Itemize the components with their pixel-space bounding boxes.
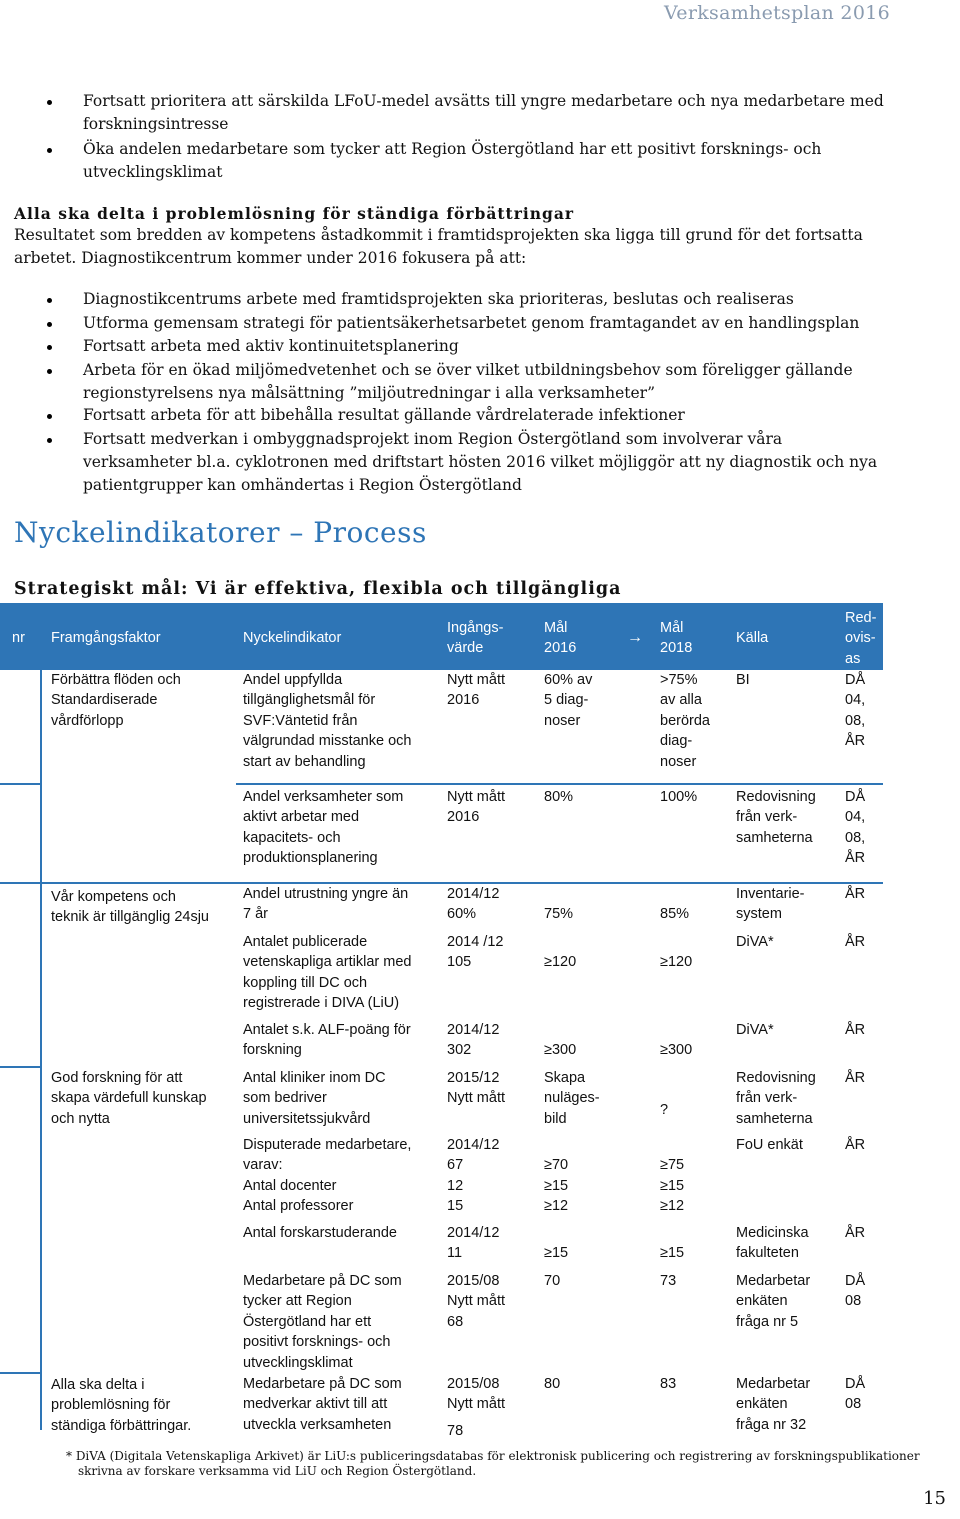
goal-2018-cell: ≥15 [660, 1245, 685, 1262]
source-cell: DiVA* [736, 934, 774, 950]
factor-cell: Alla ska delta i problemlösning för ständiga förbättringar. [51, 1377, 192, 1434]
goal-2016-cell: 75% [544, 906, 574, 923]
bullet-dot [47, 298, 52, 303]
goal-2016-cell: ≥15 [544, 1245, 569, 1262]
indicator-cell: Antalet publicerade vetenskapliga artiklar med koppling till DC och registrerade i DIVA (LiU) [243, 934, 412, 1012]
header-source: Källa [736, 630, 769, 646]
baseline-cell: 2014/12 67 12 15 [447, 1137, 500, 1215]
baseline-cell: Nytt mått 2016 [447, 672, 506, 709]
source-cell: Medicinska fakulteten [736, 1225, 809, 1262]
goal-2018-cell: 83 [660, 1376, 677, 1392]
row-divider [236, 783, 883, 785]
row-divider [0, 1066, 40, 1068]
goal-2018-cell: ≥75 ≥15 ≥12 [660, 1157, 685, 1215]
source-cell: Redovisning från verk- samheterna [736, 1070, 816, 1127]
bullet-dot [47, 414, 52, 419]
indicator-cell: Medarbetare på DC som tycker att Region Östergötland har ett positivt forsknings- och utvecklingsklimat [243, 1273, 402, 1371]
goal-2016-cell: 60% av 5 diag- noser [544, 672, 593, 729]
indicator-cell: Andel uppfyllda tillgänglighetsmål för SVF:Väntetid från välgrundad misstanke och start av behandling [243, 672, 412, 770]
baseline-cell: 2015/08 Nytt mått 78 [447, 1376, 506, 1439]
goal-2016-cell: ≥70 ≥15 ≥12 [544, 1157, 569, 1215]
indicator-cell: Medarbetare på DC som medverkar aktivt till att utveckla verksamheten [243, 1376, 402, 1433]
list-item-line: patientgrupper kan omhändertas i Region Östergötland [83, 476, 522, 494]
reported-cell: ÅR [845, 1225, 866, 1241]
reported-cell: DÅ 04, 08, ÅR [845, 789, 866, 867]
reported-cell: ÅR [845, 886, 866, 902]
goal-2018-cell: ≥300 [660, 1042, 693, 1059]
paragraph-line: Resultatet som bredden av kompetens åstadkommit i framtidsprojekten ska ligga till grund för det fortsatta [14, 226, 863, 244]
reported-cell: ÅR [845, 1137, 866, 1153]
goal-2018-cell: 100% [660, 789, 698, 805]
row-divider [0, 783, 40, 785]
baseline-cell: 2015/12 Nytt mått [447, 1070, 506, 1107]
source-cell: Redovisning från verk- samheterna [736, 789, 816, 846]
running-header: Verksamhetsplan 2016 [664, 2, 890, 24]
header-reported: Red- ovis- as [845, 610, 877, 667]
factor-cell: Förbättra flöden och Standardiserade vårdförlopp [51, 672, 181, 729]
bullet-dot [47, 345, 52, 350]
list-item-line: regionstyrelsens nya målsättning ”miljöutredningar i alla verksamheter” [83, 384, 656, 402]
indicator-cell: Antalet s.k. ALF-poäng för forskning [243, 1022, 411, 1059]
bullet-dot [47, 322, 52, 327]
indicator-cell: Antal kliniker inom DC som bedriver universitetssjukvård [243, 1070, 386, 1127]
reported-cell: ÅR [845, 934, 866, 950]
strategic-goal-heading: Strategiskt mål: Vi är effektiva, flexibla och tillgängliga [14, 579, 622, 599]
paragraph-line: arbetet. Diagnostikcentrum kommer under 2016 fokusera på att: [14, 249, 527, 267]
indicator-cell: Antal forskarstuderande [243, 1225, 397, 1241]
list-item-line: Fortsatt prioritera att särskilda LFoU-medel avsätts till yngre medarbetare och nya medarbetare med [83, 92, 884, 110]
section-heading: Alla ska delta i problemlösning för ständiga förbättringar [14, 204, 575, 223]
list-item-line: verksamheter bl.a. cyklotronen med driftstart hösten 2016 vilket möjliggör att ny diagnostik och nya [83, 453, 878, 471]
page-number: 15 [923, 1488, 946, 1509]
goal-2018-cell: ? [660, 1102, 669, 1119]
bullet-dot [47, 369, 52, 374]
goal-2018-cell: 85% [660, 906, 690, 923]
baseline-cell: 2015/08 Nytt mått 68 [447, 1273, 506, 1330]
reported-cell: ÅR [845, 1022, 866, 1038]
header-factor: Framgångsfaktor [51, 630, 161, 646]
header-indicator: Nyckelindikator [243, 630, 342, 646]
baseline-cell: 2014/12 11 [447, 1225, 500, 1262]
footnote: * DiVA (Digitala Vetenskapliga Arkivet) är LiU:s publiceringsdatabas för elektronisk publicering och registrering av forskningspublikationer skrivna av forskare verksamma vid LiU och Region Östergötland. [66, 1449, 920, 1478]
header-nr: nr [12, 630, 25, 646]
reported-cell: ÅR [845, 1070, 866, 1086]
goal-2018-cell: ≥120 [660, 954, 693, 971]
goal-2016-cell: Skapa nuläges- bild [544, 1070, 600, 1127]
header-baseline: Ingångs- värde [447, 620, 504, 657]
baseline-cell: 2014/12 302 [447, 1022, 500, 1059]
source-cell: DiVA* [736, 1022, 774, 1038]
column-divider [40, 670, 42, 1430]
list-item-line: utvecklingsklimat [83, 163, 223, 181]
indicator-cell: Andel utrustning yngre än 7 år [243, 886, 409, 923]
arrow-right-icon: → [627, 629, 643, 646]
goal-2018-cell: >75% av alla berörda diag- noser [660, 672, 710, 770]
baseline-cell: 2014/12 60% [447, 886, 500, 923]
baseline-cell: Nytt mått 2016 [447, 789, 506, 826]
header-goal-2018: Mål 2018 [660, 620, 693, 657]
indicator-cell: Andel verksamheter som aktivt arbetar med kapacitets- och produktionsplanering [243, 789, 404, 867]
list-item-line: Arbeta för en ökad miljömedvetenhet och se över vilket utbildningsbehov som föreligger gällande [83, 361, 853, 379]
factor-cell: God forskning för att skapa värdefull kunskap och nytta [51, 1070, 207, 1127]
list-item-line: Öka andelen medarbetare som tycker att Region Östergötland har ett positivt forsknings- och [83, 140, 822, 158]
list-item-line: Fortsatt arbeta för att bibehålla resultat gällande vårdrelaterade infektioner [83, 406, 685, 424]
source-cell: BI [736, 672, 750, 688]
goal-2018-cell: 73 [660, 1273, 677, 1289]
source-cell: Medarbetar enkäten fråga nr 5 [736, 1273, 811, 1330]
list-item-line: Utforma gemensam strategi för patientsäkerhetsarbetet genom framtagandet av en handlingsplan [83, 314, 860, 332]
baseline-cell: 2014 /12 105 [447, 934, 504, 971]
list-item-line: forskningsintresse [83, 115, 229, 133]
goal-2016-cell: ≥120 [544, 954, 577, 971]
source-cell: Medarbetar enkäten fråga nr 32 [736, 1376, 811, 1433]
list-item-line: Fortsatt medverkan i ombyggnadsprojekt inom Region Östergötland som involverar våra [83, 430, 783, 448]
header-goal-2016: Mål 2016 [544, 620, 577, 657]
indicator-cell: Disputerade medarbetare, varav: Antal docenter Antal professorer [243, 1137, 412, 1215]
table-header [0, 603, 883, 670]
list-item-line: Diagnostikcentrums arbete med framtidsprojekten ska prioriteras, beslutas och realiseras [83, 290, 794, 308]
reported-cell: DÅ 08 [845, 1376, 866, 1413]
reported-cell: DÅ 08 [845, 1273, 866, 1310]
factor-cell: Vår kompetens och teknik är tillgänglig 24sju [51, 889, 209, 926]
bullet-dot [47, 438, 52, 443]
goal-2016-cell: 80 [544, 1376, 561, 1392]
reported-cell: DÅ 04, 08, ÅR [845, 672, 866, 750]
source-cell: FoU enkät [736, 1137, 803, 1153]
row-divider [0, 1372, 40, 1374]
goal-2016-cell: 80% [544, 789, 574, 805]
page-title: Nyckelindikatorer – Process [14, 516, 427, 549]
source-cell: Inventarie- system [736, 886, 805, 923]
kpi-table [0, 600, 960, 1439]
goal-2016-cell: ≥300 [544, 1042, 577, 1059]
goal-2016-cell: 70 [544, 1273, 561, 1289]
bullet-dot [47, 148, 52, 153]
list-item-line: Fortsatt arbeta med aktiv kontinuitetsplanering [83, 337, 459, 355]
bullet-dot [47, 100, 52, 105]
